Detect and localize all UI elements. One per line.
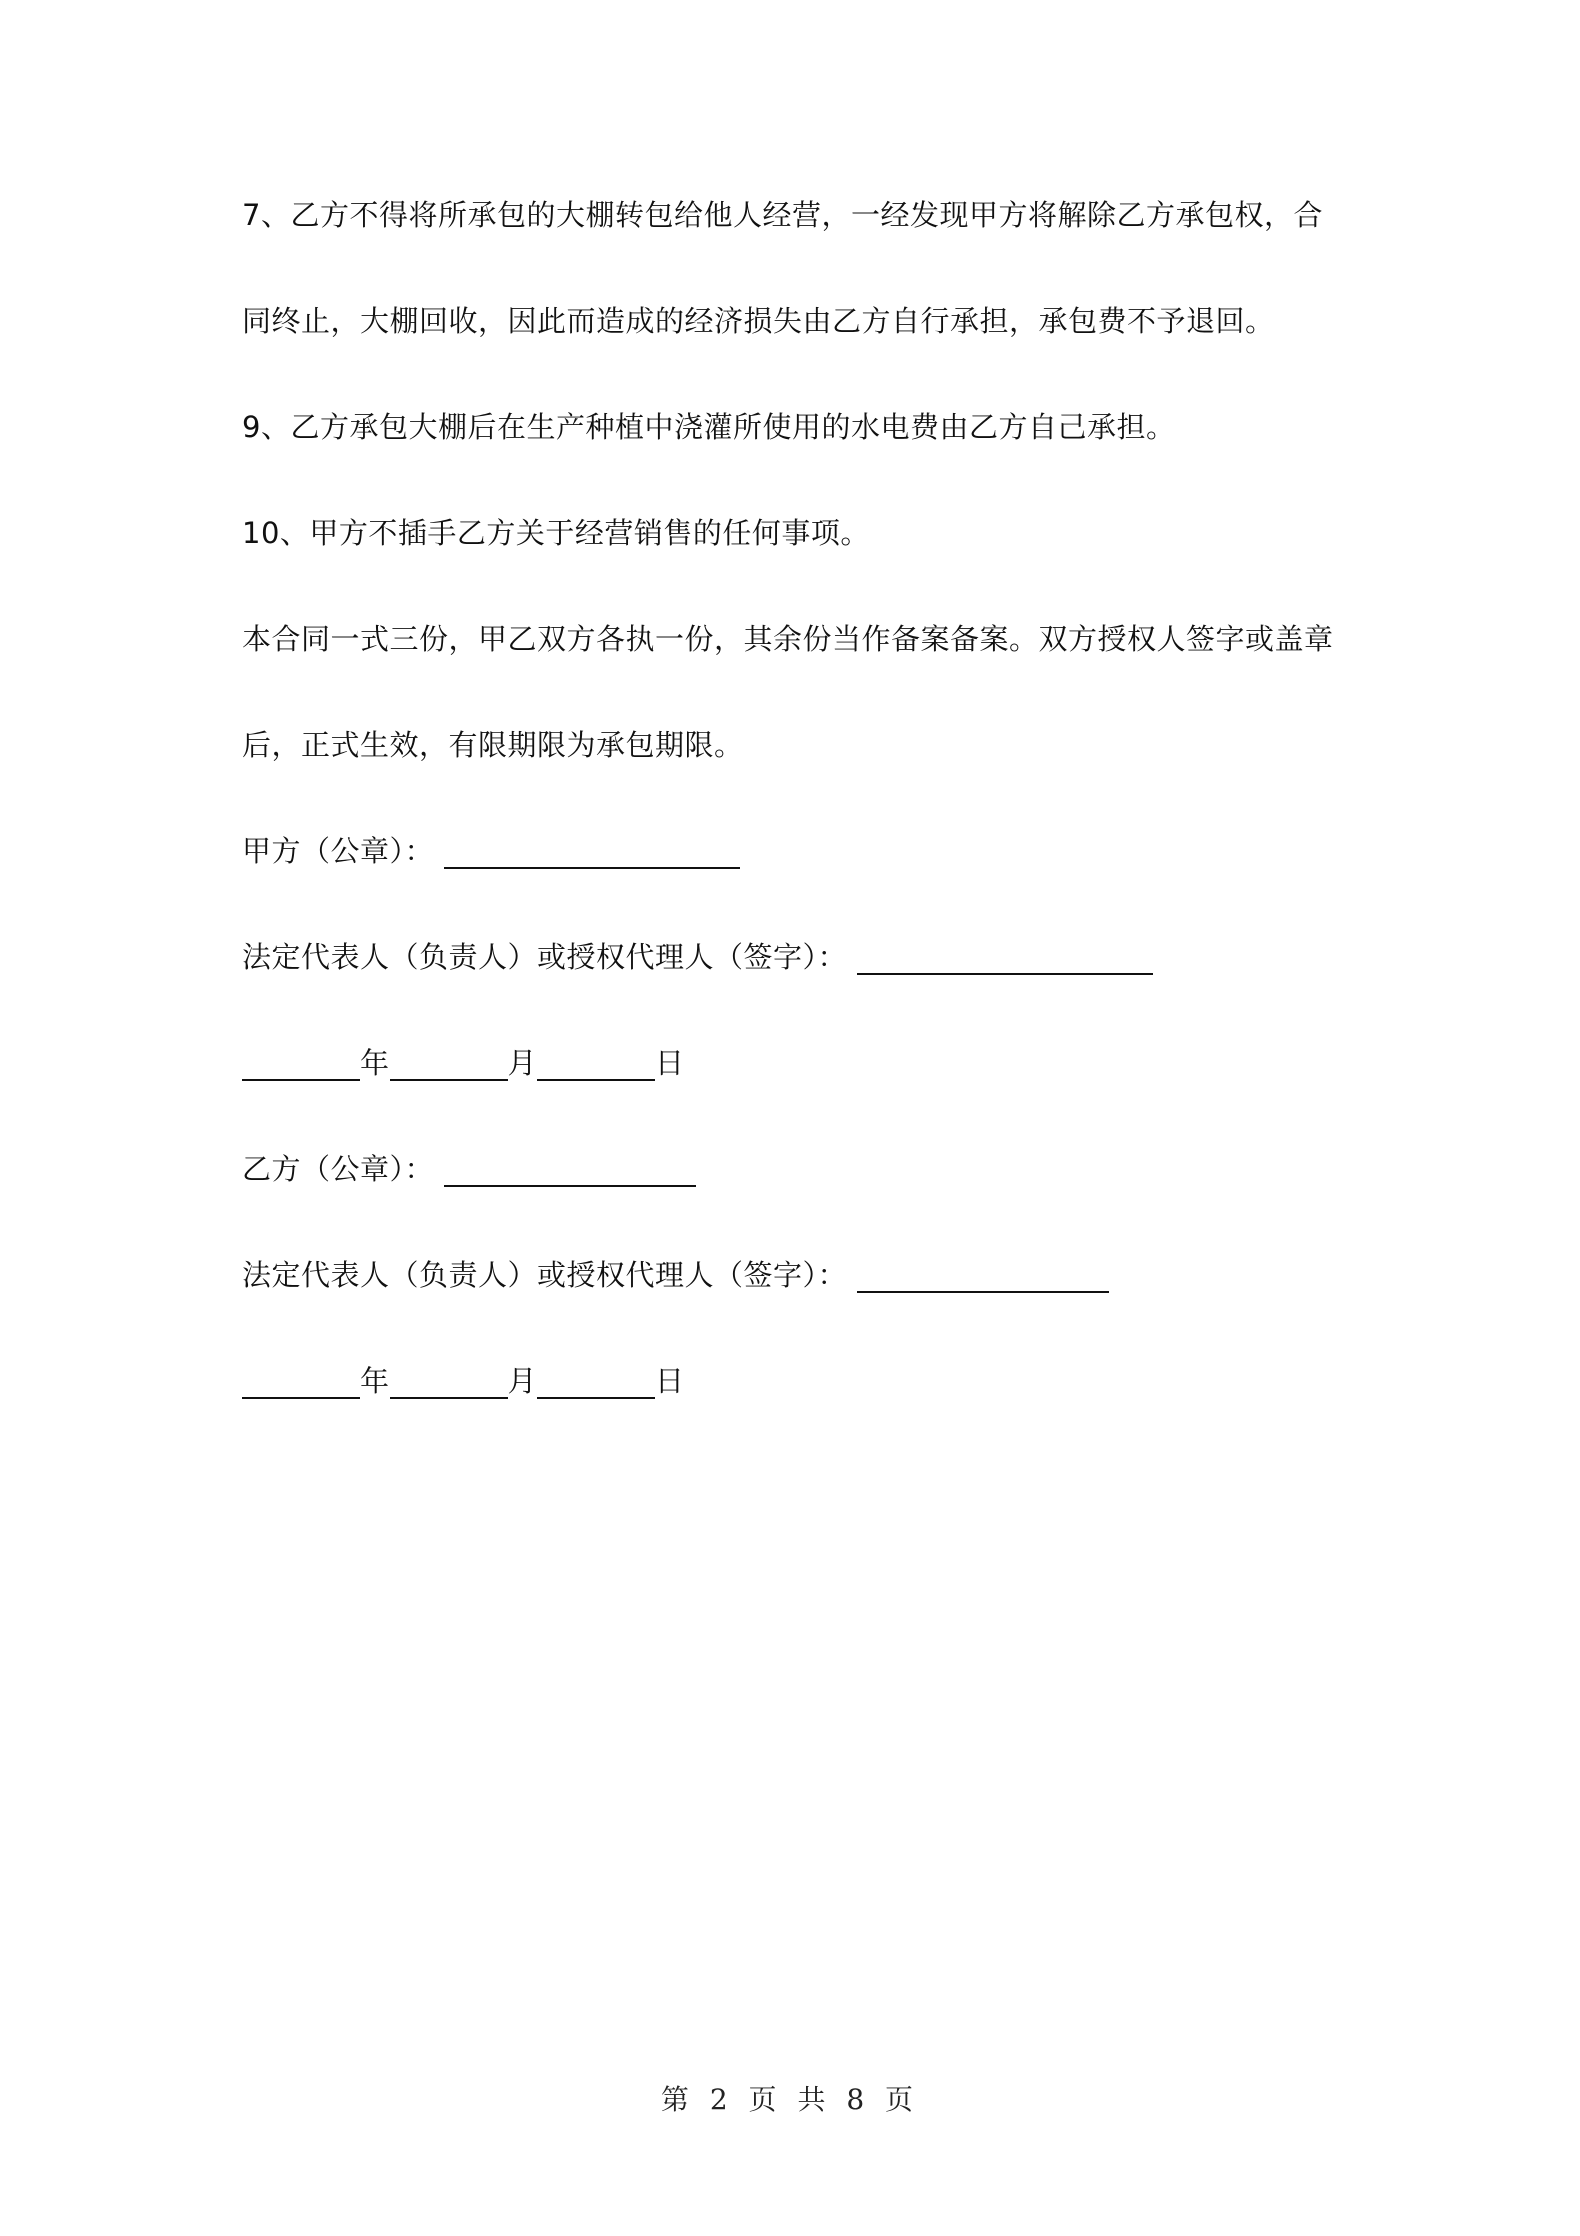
party-b-seal-blank[interactable] xyxy=(444,1153,696,1187)
party-a-rep-row xyxy=(242,937,1153,977)
closing-line-1: 本合同一式三份，甲乙双方各执一份，其余份当作备案备案。双方授权人签字或盖章 xyxy=(242,622,1334,656)
party-a-seal-label: 甲方（公章）： xyxy=(242,834,435,868)
party-b-rep-label: 法定代表人（负责人）或授权代理人（签字）： xyxy=(242,1258,848,1292)
party-a-rep-blank[interactable] xyxy=(857,941,1153,975)
clause-7-line-1: 7、乙方不得将所承包的大棚转包给他人经营，一经发现甲方将解除乙方承包权，合 xyxy=(242,198,1323,232)
closing-line-2: 后，正式生效，有限期限为承包期限。 xyxy=(242,728,744,762)
party-b-year-label: 年 xyxy=(360,1364,390,1398)
party-a-date-row xyxy=(242,1043,685,1083)
clause-9: 9、乙方承包大棚后在生产种植中浇灌所使用的水电费由乙方自己承担。 xyxy=(242,410,1176,444)
party-a-seal-row xyxy=(242,831,740,871)
party-a-rep-label: 法定代表人（负责人）或授权代理人（签字）： xyxy=(242,940,848,974)
party-b-seal-label: 乙方（公章）： xyxy=(242,1152,435,1186)
party-b-rep-row xyxy=(242,1255,1109,1295)
clause-10: 10、甲方不插手乙方关于经营销售的任何事项。 xyxy=(242,516,870,550)
party-b-month-blank[interactable] xyxy=(390,1365,508,1399)
party-b-year-blank[interactable] xyxy=(242,1365,360,1399)
page-number-footer: 第 2 页 共 8 页 xyxy=(660,2083,920,2116)
party-a-day-label: 日 xyxy=(655,1046,685,1080)
party-a-year-label: 年 xyxy=(360,1046,390,1080)
party-a-month-label: 月 xyxy=(507,1046,538,1080)
party-b-seal-row xyxy=(242,1149,696,1189)
party-b-day-label: 日 xyxy=(655,1364,685,1398)
party-b-month-label: 月 xyxy=(507,1364,538,1398)
party-b-date-row xyxy=(242,1361,685,1401)
party-a-month-blank[interactable] xyxy=(390,1047,508,1081)
party-b-day-blank[interactable] xyxy=(537,1365,655,1399)
party-a-day-blank[interactable] xyxy=(537,1047,655,1081)
party-b-rep-blank[interactable] xyxy=(857,1259,1109,1293)
clause-7-line-2: 同终止，大棚回收，因此而造成的经济损失由乙方自行承担，承包费不予退回。 xyxy=(242,304,1275,338)
party-a-year-blank[interactable] xyxy=(242,1047,360,1081)
party-a-seal-blank[interactable] xyxy=(444,835,740,869)
